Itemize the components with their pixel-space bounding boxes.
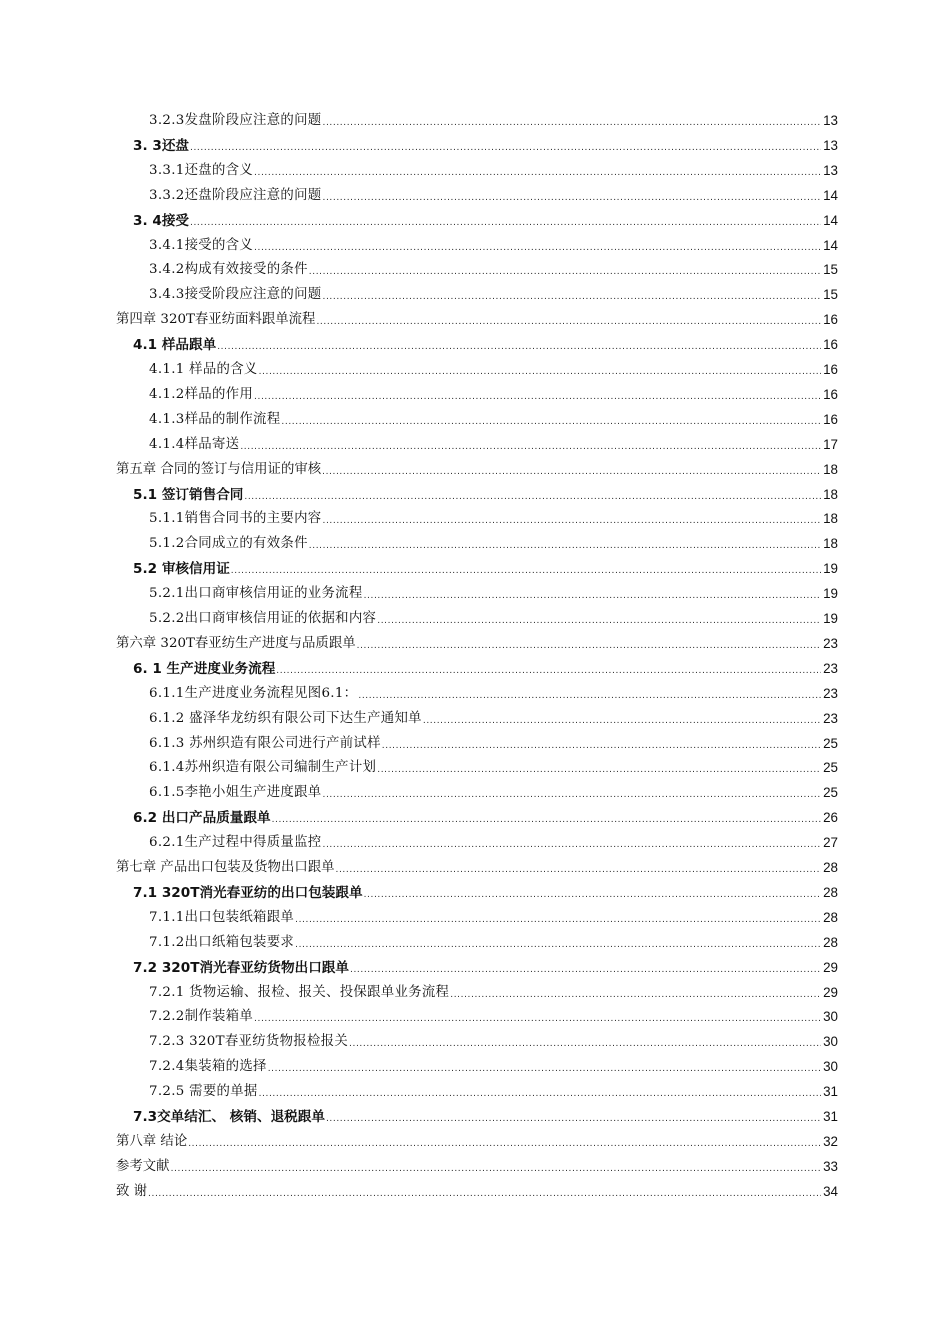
toc-entry-level-3[interactable] (149, 110, 838, 132)
toc-entry-level-3[interactable] (149, 259, 838, 281)
toc-entry-title: 5.1 签订销售合同 (133, 486, 244, 503)
toc-dot-leader (190, 214, 821, 232)
toc-page-number: 28 (823, 934, 838, 950)
toc-page-number: 19 (823, 586, 838, 602)
toc-page-number: 31 (823, 1109, 838, 1124)
toc-dot-leader (322, 786, 821, 804)
toc-entry-title: 第五章 合同的签订与信用证的审核 (116, 461, 322, 477)
toc-page-number: 29 (823, 959, 838, 975)
toc-page-number: 32 (823, 1133, 838, 1149)
toc-entry-level-3[interactable] (149, 235, 838, 257)
toc-entry-title: 4.1.2样品的作用 (149, 386, 254, 402)
toc-page-number: 18 (823, 536, 838, 552)
toc-page-number: 29 (823, 984, 838, 1000)
toc-dot-leader (364, 886, 821, 904)
toc-dot-leader (349, 1035, 821, 1053)
toc-page-number: 25 (823, 735, 838, 751)
toc-entry-title: 6.1.5李艳小姐生产进度跟单 (149, 785, 322, 801)
toc-page-number: 18 (823, 486, 838, 502)
toc-entry-title: 参考文献 (116, 1158, 170, 1174)
toc-entry-level-2[interactable] (133, 558, 838, 580)
toc-entry-level-1[interactable] (116, 1131, 838, 1153)
toc-entry-level-3[interactable] (149, 907, 838, 929)
toc-entry-level-1[interactable] (116, 309, 838, 331)
toc-dot-leader (272, 811, 821, 829)
toc-entry-title: 4.1.4样品寄送 (149, 436, 240, 452)
toc-entry-level-2[interactable] (133, 210, 838, 232)
toc-page-number: 19 (823, 561, 838, 577)
toc-dot-leader (350, 961, 821, 979)
toc-entry-title: 3.3.2还盘阶段应注意的问题 (149, 187, 322, 203)
toc-entry-level-3[interactable] (149, 1006, 838, 1028)
toc-entry-title: 3. 3还盘 (133, 137, 190, 154)
toc-entry-level-3[interactable] (149, 583, 838, 605)
toc-page-number: 28 (823, 860, 838, 875)
toc-page-number: 16 (823, 337, 838, 353)
toc-entry-title: 7.2 320T消光春亚纺货物出口跟单 (133, 959, 349, 976)
toc-entry-level-3[interactable] (149, 782, 838, 804)
toc-dot-leader (316, 313, 821, 331)
toc-entry-level-3[interactable] (149, 409, 838, 431)
toc-entry-level-1[interactable] (116, 459, 838, 481)
toc-entry-title: 3.4.3接受阶段应注意的问题 (149, 287, 322, 303)
toc-entry-level-3[interactable] (149, 1056, 838, 1078)
toc-entry-title: 5.2.1出口商审核信用证的业务流程 (149, 586, 363, 602)
toc-entry-title: 5.2.2出口商审核信用证的依据和内容 (149, 611, 377, 626)
toc-entry-title: 7.2.1 货物运输、报检、报关、投保跟单业务流程 (149, 984, 450, 1000)
toc-dot-leader (322, 512, 821, 530)
toc-entry-level-2[interactable] (133, 1106, 838, 1128)
toc-page-number: 16 (823, 312, 838, 328)
toc-entry-title: 4.1.3样品的制作流程 (149, 411, 281, 427)
toc-dot-leader (268, 1060, 821, 1078)
toc-page-number: 28 (823, 884, 838, 900)
toc-entry-level-2[interactable] (133, 334, 838, 356)
toc-entry-title: 4.1.1 样品的含义 (149, 362, 258, 377)
toc-dot-leader (295, 911, 821, 929)
toc-entry-level-3[interactable] (149, 359, 838, 381)
toc-dot-leader (322, 288, 821, 306)
toc-entry-level-2[interactable] (133, 135, 838, 157)
toc-dot-leader (382, 737, 821, 755)
toc-page-number: 26 (823, 810, 838, 826)
toc-dot-leader (171, 1160, 821, 1178)
toc-page-number: 14 (823, 187, 838, 203)
toc-entry-title: 6.1.2 盛泽华龙纺织有限公司下达生产通知单 (149, 710, 422, 726)
toc-entry-title: 第六章 320T春亚纺生产进度与品质跟单 (116, 635, 356, 651)
toc-page-number: 13 (823, 113, 838, 128)
toc-entry-level-3[interactable] (149, 160, 838, 182)
toc-dot-leader (326, 1110, 821, 1128)
toc-entry-level-2[interactable] (133, 484, 838, 506)
toc-entry-title: 6.1.3 苏州织造有限公司进行产前试样 (149, 735, 381, 751)
toc-page-number: 14 (823, 237, 838, 253)
toc-entry-title: 3.4.1接受的含义 (149, 237, 254, 253)
toc-entry-title: 5.1.1销售合同书的主要内容 (149, 511, 322, 527)
toc-dot-leader (244, 488, 821, 506)
toc-page-number: 16 (823, 386, 838, 402)
toc-entry-level-3[interactable] (149, 508, 838, 530)
toc-page-number: 25 (823, 785, 838, 801)
toc-entry-title: 第四章 320T春亚纺面料跟单流程 (116, 312, 316, 328)
toc-page-number: 15 (823, 287, 838, 303)
toc-entry-title: 致 谢 (116, 1183, 148, 1199)
toc-dot-leader (336, 861, 821, 879)
toc-entry-level-3[interactable] (149, 932, 838, 954)
toc-entry-title: 3.2.3发盘阶段应注意的问题 (149, 113, 322, 128)
toc-dot-leader (357, 637, 821, 655)
toc-entry-level-3[interactable] (149, 757, 838, 779)
toc-entry-title: 7.3交单结汇、 核销、退税跟单 (133, 1109, 325, 1125)
toc-dot-leader (254, 164, 821, 182)
toc-dot-leader (259, 1085, 821, 1103)
toc-page-number: 30 (823, 1034, 838, 1050)
toc-entry-level-3[interactable] (149, 832, 838, 854)
toc-entry-level-2[interactable] (133, 882, 838, 904)
toc-entry-title: 5.2 审核信用证 (133, 561, 230, 578)
toc-page-number: 27 (823, 835, 838, 851)
toc-entry-title: 第八章 结论 (116, 1133, 188, 1149)
toc-entry-level-1[interactable] (116, 1156, 838, 1178)
toc-dot-leader (364, 587, 821, 605)
toc-page-number: 17 (823, 436, 838, 452)
toc-page-number: 30 (823, 1059, 838, 1075)
toc-entry-level-1[interactable] (116, 633, 838, 655)
toc-entry-level-3[interactable] (149, 284, 838, 306)
toc-entry-level-2[interactable] (133, 957, 838, 979)
toc-dot-leader (254, 388, 821, 406)
toc-dot-leader (309, 263, 821, 281)
toc-entry-title: 3.4.2构成有效接受的条件 (149, 262, 308, 278)
toc-dot-leader (450, 986, 821, 1004)
toc-entry-title: 7.2.4集装箱的选择 (149, 1059, 267, 1075)
toc-entry-level-3[interactable] (149, 1081, 838, 1103)
toc-entry-level-1[interactable] (116, 1181, 838, 1203)
toc-entry-level-3[interactable] (149, 708, 838, 730)
toc-dot-leader (322, 114, 821, 132)
toc-page-number: 18 (823, 511, 838, 527)
toc-dot-leader (240, 438, 821, 456)
toc-entry-level-3[interactable] (149, 982, 838, 1004)
toc-page-number: 16 (823, 411, 838, 427)
toc-dot-leader (188, 1135, 821, 1153)
toc-page-number: 23 (823, 710, 838, 726)
toc-entry-title: 第七章 产品出口包装及货物出口跟单 (116, 860, 335, 875)
toc-entry-title: 6.2 出口产品质量跟单 (133, 810, 271, 827)
toc-entry-level-3[interactable] (149, 185, 838, 207)
toc-dot-leader (322, 463, 821, 481)
toc-dot-leader (276, 662, 821, 680)
toc-page-number: 30 (823, 1009, 838, 1025)
toc-page-number: 23 (823, 635, 838, 651)
toc-dot-leader (295, 936, 821, 954)
toc-page-number: 16 (823, 362, 838, 377)
toc-entry-level-2[interactable] (133, 658, 838, 680)
toc-dot-leader (148, 1185, 821, 1203)
toc-dot-leader (281, 413, 821, 431)
toc-dot-leader (423, 712, 821, 730)
toc-page-number: 28 (823, 909, 838, 925)
toc-entry-level-2[interactable] (133, 807, 838, 829)
toc-dot-leader (322, 836, 821, 854)
toc-dot-leader (377, 761, 821, 779)
toc-page-number: 23 (823, 685, 838, 701)
toc-entry-title: 4.1 样品跟单 (133, 337, 217, 354)
toc-dot-leader (322, 189, 821, 207)
toc-entry-title: 3.3.1还盘的含义 (149, 162, 254, 178)
toc-page-number: 33 (823, 1158, 838, 1174)
toc-entry-title: 6.2.1生产过程中得质量监控 (149, 835, 322, 851)
toc-page-number: 14 (823, 212, 838, 228)
toc-entry-level-1[interactable] (116, 857, 838, 879)
toc-page-number: 25 (823, 760, 838, 776)
toc-dot-leader (231, 562, 821, 580)
toc-entry-level-3[interactable] (149, 434, 838, 456)
toc-entry-level-3[interactable] (149, 1031, 838, 1053)
toc-entry-level-3[interactable] (149, 384, 838, 406)
toc-page-number: 13 (823, 162, 838, 178)
toc-entry-title: 6.1.4苏州织造有限公司编制生产计划 (149, 760, 377, 776)
toc-entry-title: 7.1.2出口纸箱包装要求 (149, 934, 295, 950)
toc-entry-level-3[interactable] (149, 533, 838, 555)
toc-entry-level-3[interactable] (149, 608, 838, 630)
toc-dot-leader (217, 338, 821, 356)
toc-page-number: 34 (823, 1183, 838, 1199)
toc-dot-leader (358, 687, 821, 705)
toc-page-number: 15 (823, 262, 838, 278)
toc-dot-leader (254, 239, 821, 257)
toc-entry-level-3[interactable] (149, 683, 838, 705)
toc-entry-level-3[interactable] (149, 733, 838, 755)
toc-entry-title: 3. 4接受 (133, 212, 190, 229)
toc-entry-title: 7.2.2制作装箱单 (149, 1009, 254, 1025)
toc-page-number: 13 (823, 137, 838, 153)
toc-entry-title: 6. 1 生产进度业务流程 (133, 660, 276, 677)
toc-entry-title: 7.2.3 320T春亚纺货物报检报关 (149, 1034, 349, 1050)
toc-entry-title: 6.1.1生产进度业务流程见图6.1： (149, 685, 358, 701)
toc-entry-title: 7.2.5 需要的单据 (149, 1084, 258, 1100)
toc-dot-leader (254, 1010, 821, 1028)
toc-dot-leader (309, 537, 821, 555)
toc-entry-title: 7.1 320T消光春亚纺的出口包装跟单 (133, 884, 363, 901)
toc-entry-title: 7.1.1出口包装纸箱跟单 (149, 909, 295, 925)
toc-dot-leader (377, 612, 821, 630)
toc-page-number: 19 (823, 611, 838, 626)
toc-page-number: 18 (823, 461, 838, 477)
toc-dot-leader (259, 363, 821, 381)
toc-entry-title: 5.1.2合同成立的有效条件 (149, 536, 308, 552)
toc-page-number: 23 (823, 660, 838, 676)
toc-dot-leader (190, 139, 821, 157)
toc-page-number: 31 (823, 1084, 838, 1100)
